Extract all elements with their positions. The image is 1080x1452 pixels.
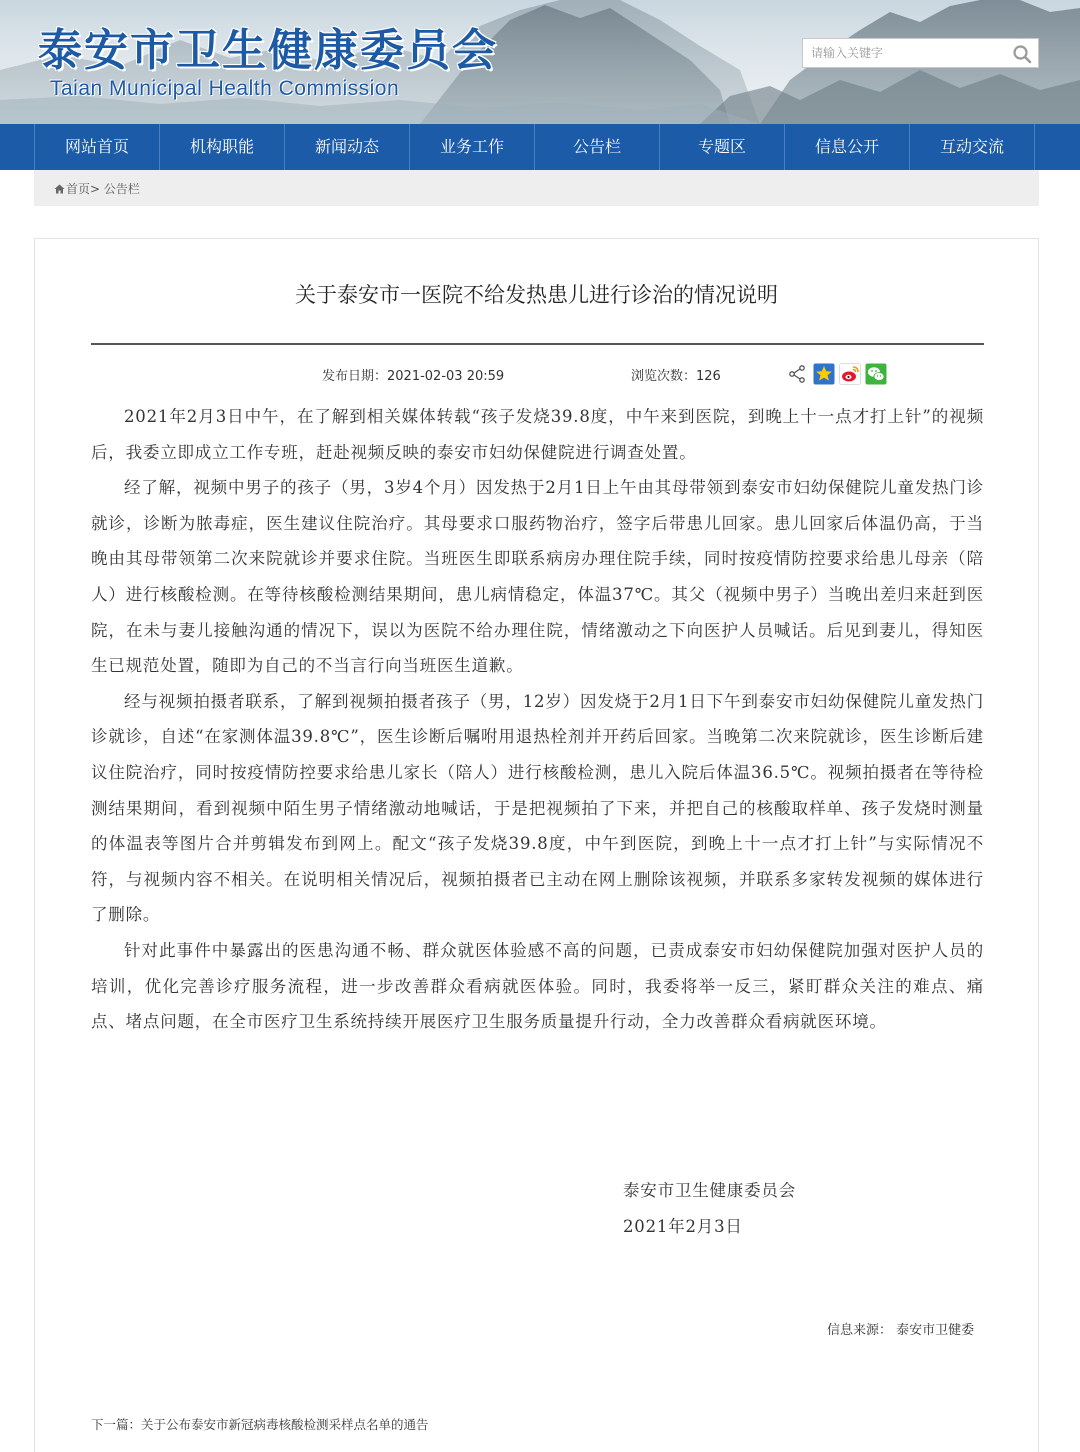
signature-org: 泰安市卫生健康委员会 <box>623 1181 796 1200</box>
title-divider <box>91 343 984 345</box>
nav-item-notices[interactable]: 公告栏 <box>535 124 660 170</box>
nav-item-topics[interactable]: 专题区 <box>660 124 785 170</box>
nav-item-info-disclosure[interactable]: 信息公开 <box>785 124 910 170</box>
main-nav <box>0 124 1080 170</box>
breadcrumb <box>34 170 1039 206</box>
breadcrumb-home-link[interactable]: 首页 <box>66 182 91 196</box>
article-body <box>91 399 984 1040</box>
article-paragraph-2: 经了解，视频中男子的孩子（男，3岁4个月）因发热于2月1日上午由其母带领到泰安市妇幼保健院儿童发热门诊就诊，诊断为脓毒症，医生建议住院治疗。其母要求口服药物治疗，签字后带患儿回家。患儿回家后体温仍高，于当晚由其母带领第二次来院就诊并要求住院。当班医生即联系病房办理住院手续，同时按疫情防控要求给患儿母亲（陪人）进行核酸检测。在等待核酸检测结果期间，患儿病情稳定，体温37℃。其父（视频中男子）当晚出差归来赶到医院，在未与妻儿接触沟通的情况下，误以为医院不给办理住院，情绪激动之下向医护人员喊话。后见到妻儿，得知医生已规范处置，随即为自己的不当言行向当班医生道歉。 <box>91 478 984 676</box>
signature-date: 2021年2月3日 <box>623 1216 743 1236</box>
info-source <box>827 1319 974 1338</box>
qzone-share-icon[interactable] <box>813 363 835 385</box>
publish-date <box>322 365 504 384</box>
article-paragraph-3: 经与视频拍摄者联系，了解到视频拍摄者孩子（男，12岁）因发烧于2月1日下午到泰安市妇幼保健院儿童发热门诊就诊，自述“在家测体温39.8℃”，医生诊断后嘱咐用退热栓剂并开药后回家。当晚第二次来院就诊，医生诊断后建议住院治疗，同时按疫情防控要求给患儿家长（陪人）进行核酸检测，患儿入院后体温36.5℃。视频拍摄者在等待检测结果期间，看到视频中陌生男子情绪激动地喊话，于是把视频拍了下来，并把自己的核酸取样单、孩子发烧时测量的体温表等图片合并剪辑发布到网上。配文“孩子发烧39.8度，中午到医院，到晚上十一点才打上针”与实际情况不符，与视频内容不相关。在说明相关情况后，视频拍摄者已主动在网上删除该视频，并联系多家转发视频的媒体进行了删除。 <box>91 691 984 925</box>
wechat-share-icon[interactable] <box>865 363 887 385</box>
weibo-share-icon[interactable] <box>839 363 861 385</box>
header-banner <box>0 0 1080 124</box>
article-paragraph-4: 针对此事件中暴露出的医患沟通不畅、群众就医体验感不高的问题，已责成泰安市妇幼保健院加强对医护人员的培训，优化完善诊疗服务流程，进一步改善群众看病就医体验。同时，我委将举一反三，紧盯群众关注的难点、痛点、堵点问题，在全市医疗卫生系统持续开展医疗卫生服务质量提升行动，全力改善群众看病就医环境。 <box>91 940 984 1032</box>
nav-item-news[interactable]: 新闻动态 <box>285 124 410 170</box>
breadcrumb-current-link[interactable]: 公告栏 <box>103 182 140 196</box>
view-count-value: 126 <box>696 369 721 384</box>
publish-date-value: 2021-02-03 20:59 <box>387 369 505 384</box>
search-input[interactable] <box>803 39 1008 67</box>
site-title: 泰安市卫生健康委员会 <box>38 25 498 76</box>
view-count-label: 浏览次数： <box>631 369 697 384</box>
next-article-label: 下一篇： <box>91 1417 142 1432</box>
info-source-label: 信息来源： <box>827 1323 893 1338</box>
nav-item-interaction[interactable]: 互动交流 <box>910 124 1035 170</box>
article-title: 关于泰安市一医院不给发热患儿进行诊治的情况说明 <box>295 283 778 307</box>
next-article-link[interactable]: 关于公布泰安市新冠病毒核酸检测采样点名单的通告 <box>141 1417 429 1432</box>
breadcrumb-separator: > <box>90 182 101 196</box>
view-count <box>631 365 721 384</box>
nav-item-business[interactable]: 业务工作 <box>410 124 535 170</box>
nav-item-functions[interactable]: 机构职能 <box>160 124 285 170</box>
nav-item-home[interactable]: 网站首页 <box>35 124 160 170</box>
share-bar <box>787 363 887 385</box>
share-icon[interactable] <box>787 363 809 385</box>
search-icon[interactable] <box>1012 44 1032 64</box>
article-card <box>34 238 1039 1452</box>
site-subtitle: Taian Municipal Health Commission <box>50 77 400 100</box>
home-icon <box>54 184 65 194</box>
info-source-value: 泰安市卫健委 <box>896 1323 975 1338</box>
search-box <box>802 38 1039 68</box>
article-signature <box>623 1173 796 1244</box>
article-paragraph-1: 2021年2月3日中午，在了解到相关媒体转载“孩子发烧39.8度，中午来到医院，到晚上十一点才打上针”的视频后，我委立即成立工作专班，赶赴视频反映的泰安市妇幼保健院进行调查处置。 <box>91 407 984 462</box>
next-article <box>91 1415 429 1433</box>
publish-date-label: 发布日期： <box>322 369 388 384</box>
